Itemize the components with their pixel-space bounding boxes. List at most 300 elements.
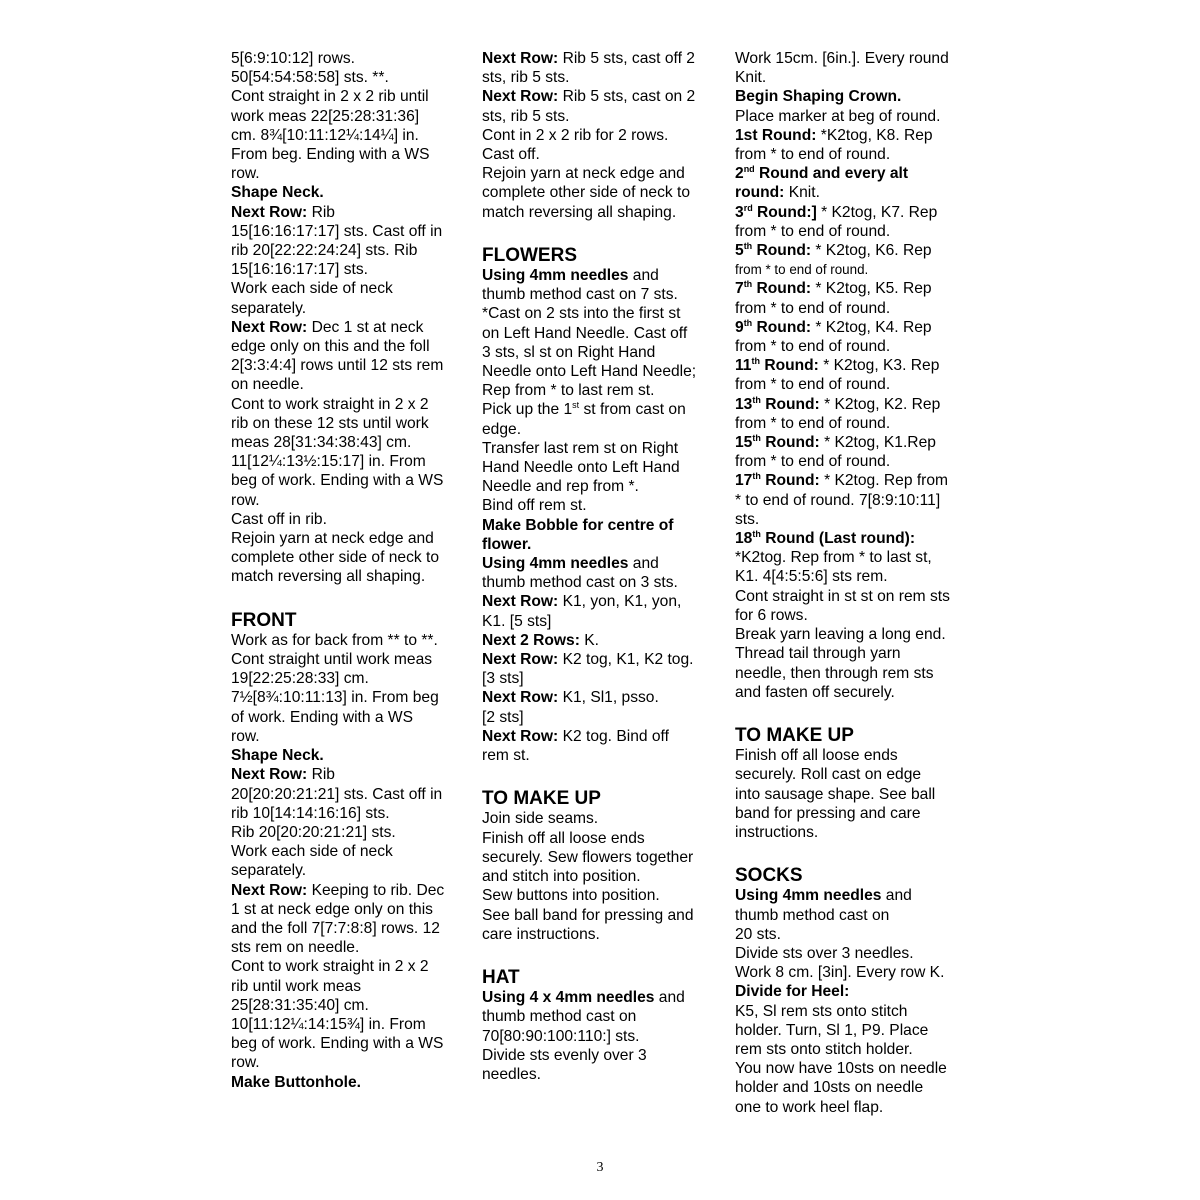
text-line — [231, 823, 467, 842]
bold-label: Using 4mm needles — [735, 887, 882, 905]
text-line — [231, 1015, 467, 1034]
body-text: Place marker at beg of round. — [735, 107, 941, 125]
body-text: 15[16:16:17:17] sts. — [231, 261, 368, 279]
bold-label: Round:] — [752, 203, 817, 221]
body-text: rib until work meas — [231, 977, 361, 995]
body-text: * K2tog, K4. Rep — [811, 318, 932, 336]
body-text: Rejoin yarn at neck edge and — [482, 165, 685, 183]
body-text: K2 tog. Bind off — [558, 727, 669, 745]
superscript: nd — [743, 164, 755, 175]
body-text: K. — [579, 631, 599, 649]
text-line — [231, 842, 467, 861]
body-text: 7½[8¾:10:11:13] in. From beg — [231, 689, 439, 707]
text-line — [735, 644, 971, 663]
body-text: separately. — [231, 862, 307, 880]
text-line — [482, 145, 718, 164]
text-line — [482, 809, 718, 828]
body-text: st from cast on — [579, 401, 686, 419]
text-line — [231, 900, 467, 919]
text-line — [482, 886, 718, 905]
text-column-3 — [735, 49, 971, 1117]
text-line — [735, 491, 971, 510]
bold-label: Round: — [759, 357, 819, 375]
bold-label: 17 — [735, 472, 753, 490]
text-line — [231, 957, 467, 976]
body-text: one to work heel flap. — [735, 1098, 884, 1116]
text-line — [231, 1034, 467, 1053]
body-text: * K2tog, K7. Rep — [816, 203, 938, 221]
body-text: and — [628, 555, 659, 573]
body-text: Cont straight in 2 x 2 rib until — [231, 88, 429, 106]
small-text: from * to end of round. — [735, 262, 869, 278]
text-line — [482, 164, 718, 183]
text-line — [482, 746, 718, 765]
bold-label: 18 — [735, 530, 753, 548]
body-text: Bind off rem st. — [482, 497, 587, 515]
body-text: band for pressing and care — [735, 804, 921, 822]
body-text: Cast off in rib. — [231, 510, 327, 528]
text-line — [231, 452, 467, 471]
text-line — [482, 554, 718, 573]
body-text: into sausage shape. See ball — [735, 785, 936, 803]
text-line — [231, 746, 467, 765]
text-line — [231, 241, 467, 260]
body-text: and stitch into position. — [482, 868, 641, 886]
bold-label: Round: — [752, 242, 812, 260]
text-line — [482, 848, 718, 867]
text-line — [735, 906, 971, 925]
text-line — [482, 107, 718, 126]
body-text: sts, rib 5 sts. — [482, 107, 570, 125]
text-line — [482, 1065, 718, 1084]
text-line — [735, 1059, 971, 1078]
body-text: of work. Ending with a WS — [231, 708, 414, 726]
text-line — [735, 433, 971, 452]
body-text: Cont in 2 x 2 rib for 2 rows. — [482, 126, 669, 144]
body-text: from * to end of round. — [735, 338, 891, 356]
bold-label: Make Buttonhole. — [231, 1073, 361, 1091]
body-text: [3 sts] — [482, 670, 524, 688]
bold-label: 7 — [735, 280, 744, 298]
text-line — [231, 804, 467, 823]
body-text: 15[16:16:17:17] sts. Cast off in — [231, 222, 443, 240]
body-text: * K2tog, K5. Rep — [811, 280, 932, 298]
text-line — [735, 414, 971, 433]
bold-label: Next Row: — [482, 727, 559, 745]
text-line — [482, 573, 718, 592]
body-text: Work 8 cm. [3in]. Every row K. — [735, 964, 945, 982]
body-text: separately. — [231, 299, 307, 317]
text-line — [482, 266, 718, 285]
text-line — [231, 669, 467, 688]
body-text: thumb method cast on — [482, 1008, 637, 1026]
bold-label: Next Row: — [231, 881, 308, 899]
body-text: 3 sts, sl st on Right Hand — [482, 343, 656, 361]
body-text: Work each side of neck — [231, 280, 393, 298]
body-text: Pick up the 1 — [482, 401, 573, 419]
text-line — [482, 988, 718, 1007]
superscript: th — [752, 471, 761, 482]
body-text: sts rem on needle. — [231, 939, 360, 957]
body-text: meas 28[31:34:38:43] cm. — [231, 434, 412, 452]
bold-label: Round: — [760, 472, 820, 490]
body-text: rib 10[14:14:16:16] sts. — [231, 804, 390, 822]
bold-label: Next 2 Rows: — [482, 631, 580, 649]
text-line — [231, 107, 467, 126]
body-text: Needle onto Left Hand Needle; — [482, 363, 697, 381]
section-heading: FLOWERS — [482, 245, 577, 267]
section-heading: TO MAKE UP — [482, 788, 601, 810]
body-text: from * to end of round. — [735, 453, 891, 471]
body-text: from * to end of round. — [735, 222, 891, 240]
body-text: complete other side of neck to — [482, 184, 691, 202]
text-line — [482, 592, 718, 611]
body-text: Break yarn leaving a long end. — [735, 626, 946, 644]
body-text: Finish off all loose ends — [735, 747, 898, 765]
body-text: *K2tog. Rep from * to last st, — [735, 549, 932, 567]
text-line — [482, 516, 718, 535]
text-line — [482, 535, 718, 554]
text-line — [482, 343, 718, 362]
superscript: th — [752, 433, 761, 444]
text-line — [482, 304, 718, 323]
text-line — [231, 471, 467, 490]
bold-label: Using 4mm needles — [482, 555, 629, 573]
text-line — [231, 414, 467, 433]
body-text: 10[11:12¼:14:15¾] in. From — [231, 1015, 426, 1033]
text-line — [735, 1098, 971, 1117]
text-line — [735, 567, 971, 586]
text-line — [735, 925, 971, 944]
text-line — [735, 203, 971, 222]
text-line — [735, 356, 971, 375]
body-text: 5[6:9:10:12] rows. — [231, 50, 355, 67]
body-text: rib on these 12 sts until work — [231, 414, 429, 432]
text-line — [482, 1007, 718, 1026]
text-line — [482, 925, 718, 944]
body-text: needles. — [482, 1065, 541, 1083]
superscript: th — [743, 279, 753, 290]
text-line — [231, 126, 467, 145]
text-line — [231, 785, 467, 804]
text-line — [482, 1027, 718, 1046]
text-line — [735, 1040, 971, 1059]
bold-label: Next Row: — [482, 689, 559, 707]
text-line — [735, 746, 971, 765]
body-text: needle, then through rem sts — [735, 664, 934, 682]
text-line — [735, 318, 971, 337]
body-text: Needle and rep from *. — [482, 478, 639, 496]
text-line — [735, 1021, 971, 1040]
text-line — [735, 664, 971, 683]
body-text: 50[54:54:58:58] sts. **. — [231, 69, 389, 87]
body-text: edge only on this and the foll — [231, 338, 430, 356]
body-text: match reversing all shaping. — [231, 568, 426, 586]
text-line — [231, 145, 467, 164]
superscript: st — [572, 400, 580, 411]
body-text: K1. [5 sts] — [482, 612, 552, 630]
text-line — [735, 886, 971, 905]
body-text: Rib 5 sts, cast off 2 — [558, 50, 695, 67]
bold-label: Next Row: — [231, 318, 308, 336]
body-text: Work as for back from ** to **. — [231, 631, 438, 649]
text-line — [231, 1053, 467, 1072]
text-line — [735, 107, 971, 126]
body-text: Cont straight until work meas — [231, 651, 433, 669]
bold-label: 2 — [735, 165, 744, 183]
text-line — [231, 279, 467, 298]
text-line — [231, 631, 467, 650]
body-text: from * to end of round. — [735, 376, 891, 394]
text-line — [482, 126, 718, 145]
text-line — [231, 510, 467, 529]
section-heading: TO MAKE UP — [735, 725, 854, 747]
bold-label: 5 — [735, 242, 744, 260]
text-line — [482, 727, 718, 746]
text-line — [231, 68, 467, 87]
text-line — [735, 279, 971, 298]
text-line — [735, 337, 971, 356]
bold-label: flower. — [482, 535, 532, 553]
text-line — [735, 375, 971, 394]
body-text: thumb method cast on — [735, 906, 890, 924]
bold-label: 11 — [735, 357, 752, 375]
body-text: beg of work. Ending with a WS — [231, 472, 444, 490]
body-text: Hand Needle onto Left Hand — [482, 459, 680, 477]
text-line — [735, 529, 971, 548]
text-line — [735, 222, 971, 241]
text-line — [735, 145, 971, 164]
body-text: rem sts onto stitch holder. — [735, 1040, 913, 1058]
text-line — [482, 708, 718, 727]
text-line — [482, 612, 718, 631]
body-text: and the foll 7[7:7:8:8] rows. 12 — [231, 919, 440, 937]
superscript: th — [752, 529, 761, 540]
superscript: rd — [743, 202, 753, 213]
text-line — [231, 164, 467, 183]
bold-label: Shape Neck. — [231, 747, 324, 765]
bold-label: Begin Shaping Crown. — [735, 88, 902, 106]
section-heading: HAT — [482, 967, 520, 989]
text-line — [735, 87, 971, 106]
bold-label: Round: — [760, 434, 820, 452]
body-text: 1 st at neck edge only on this — [231, 900, 433, 918]
text-line — [482, 68, 718, 87]
text-line — [231, 49, 467, 68]
body-text: K1, yon, K1, yon, — [558, 593, 682, 611]
superscript: th — [743, 241, 753, 252]
body-text: securely. Roll cast on edge — [735, 766, 922, 784]
body-text: From beg. Ending with a WS — [231, 146, 430, 164]
text-line — [231, 977, 467, 996]
text-line — [735, 49, 971, 68]
text-line — [231, 260, 467, 279]
text-line — [231, 919, 467, 938]
text-line — [735, 299, 971, 318]
body-text: thumb method cast on 3 sts. — [482, 574, 678, 592]
text-line — [735, 510, 971, 529]
body-text: Rib 20[20:20:21:21] sts. — [231, 823, 396, 841]
body-text: Finish off all loose ends — [482, 829, 645, 847]
text-line — [231, 548, 467, 567]
text-line — [482, 324, 718, 343]
text-line — [482, 183, 718, 202]
bold-label: 9 — [735, 318, 744, 336]
text-line — [482, 631, 718, 650]
body-text: Knit. — [735, 69, 767, 87]
text-column-2 — [482, 49, 718, 1084]
body-text: See ball band for pressing and — [482, 906, 694, 924]
text-line — [482, 458, 718, 477]
text-line — [231, 491, 467, 510]
spacer — [482, 765, 718, 784]
text-line — [482, 669, 718, 688]
text-line — [735, 606, 971, 625]
text-line — [735, 823, 971, 842]
text-line — [735, 183, 971, 202]
page-number: 3 — [596, 1160, 604, 1175]
bold-label: 13 — [735, 395, 753, 413]
bold-label: Next Row: — [482, 88, 559, 106]
body-text: on needle. — [231, 376, 304, 394]
text-line — [231, 356, 467, 375]
body-text: work meas 22[25:28:31:36] — [231, 107, 420, 125]
text-line — [482, 285, 718, 304]
text-line — [735, 683, 971, 702]
body-text: 20[20:20:21:21] sts. Cast off in — [231, 785, 443, 803]
body-text: holder and 10sts on needle — [735, 1079, 924, 1097]
text-line — [735, 452, 971, 471]
bold-label: Round (Last round): — [760, 530, 916, 548]
body-text: and — [628, 267, 659, 285]
text-line — [482, 496, 718, 515]
spacer — [482, 222, 718, 241]
superscript: th — [752, 394, 761, 405]
body-text: and fasten off securely. — [735, 683, 895, 701]
body-text: securely. Sew flowers together — [482, 848, 694, 866]
bold-label: Round: — [760, 395, 820, 413]
bold-label: 3 — [735, 203, 744, 221]
body-text: on Left Hand Needle. Cast off — [482, 324, 688, 342]
section-heading: FRONT — [231, 609, 297, 631]
text-line — [231, 567, 467, 586]
body-text: K5, Sl rem sts onto stitch — [735, 1002, 908, 1020]
body-text: row. — [231, 165, 260, 183]
body-text: * K2tog, K6. Rep — [811, 242, 932, 260]
text-line — [735, 241, 971, 260]
bold-label: 15 — [735, 434, 753, 452]
text-line — [482, 439, 718, 458]
text-line — [482, 906, 718, 925]
body-text: beg of work. Ending with a WS — [231, 1035, 444, 1053]
text-line — [482, 420, 718, 439]
body-text: Sew buttons into position. — [482, 887, 660, 905]
body-text: edge. — [482, 420, 522, 438]
text-line — [231, 765, 467, 784]
body-text: cm. 8¾[10:11:12¼:14¼] in. — [231, 126, 419, 144]
body-text: You now have 10sts on needle — [735, 1060, 947, 1078]
text-line — [231, 708, 467, 727]
body-text: [2 sts] — [482, 708, 524, 726]
superscript: th — [751, 356, 760, 367]
bold-label: Shape Neck. — [231, 184, 324, 202]
body-text: thumb method cast on 7 sts. — [482, 286, 678, 304]
bold-label: Round: — [752, 318, 812, 336]
text-line — [735, 395, 971, 414]
body-text: sts, rib 5 sts. — [482, 69, 570, 87]
text-line — [482, 477, 718, 496]
text-column-1 — [231, 49, 467, 1092]
body-text: from * to end of round. — [735, 146, 891, 164]
body-text: 2[3:3:4:4] rows until 12 sts rem — [231, 357, 444, 375]
body-text: K2 tog, K1, K2 tog. — [558, 651, 694, 669]
bold-label: Next Row: — [482, 50, 559, 67]
text-line — [735, 982, 971, 1001]
body-text: Cont straight in st st on rem sts — [735, 587, 950, 605]
body-text: complete other side of neck to — [231, 549, 440, 567]
body-text: instructions. — [735, 823, 819, 841]
body-text: 19[22:25:28:33] cm. — [231, 670, 369, 688]
text-line — [482, 829, 718, 848]
body-text: Rep from * to last rem st. — [482, 382, 655, 400]
body-text: sts. — [735, 510, 760, 528]
body-text: from * to end of round. — [735, 299, 891, 317]
text-line — [735, 164, 971, 183]
body-text: Cont to work straight in 2 x 2 — [231, 395, 429, 413]
body-text: Rib — [307, 766, 335, 784]
text-line — [482, 400, 718, 419]
body-text: 20 sts. — [735, 925, 781, 943]
body-text: row. — [231, 1054, 260, 1072]
bold-label: Make Bobble for centre of — [482, 516, 674, 534]
body-text: holder. Turn, Sl 1, P9. Place — [735, 1021, 929, 1039]
body-text: Rib — [307, 203, 335, 221]
body-text: rib 20[22:22:24:24] sts. Rib — [231, 242, 418, 260]
body-text: Rejoin yarn at neck edge and — [231, 530, 434, 548]
text-line — [735, 548, 971, 567]
body-text: *K2tog, K8. Rep — [816, 126, 933, 144]
body-text: match reversing all shaping. — [482, 203, 677, 221]
body-text: 11[12¼:13½:15:17] in. From — [231, 453, 426, 471]
text-line — [735, 471, 971, 490]
text-line — [231, 861, 467, 880]
bold-label: 1st Round: — [735, 126, 817, 144]
body-text: Rib 5 sts, cast on 2 — [558, 88, 696, 106]
body-text: Thread tail through yarn — [735, 645, 901, 663]
text-line — [231, 938, 467, 957]
text-line — [735, 68, 971, 87]
text-line — [735, 1002, 971, 1021]
body-text: Transfer last rem st on Right — [482, 439, 679, 457]
body-text: K1, Sl1, psso. — [558, 689, 659, 707]
bold-label: Round and every alt — [754, 165, 909, 183]
text-line — [735, 765, 971, 784]
body-text: * to end of round. 7[8:9:10:11] — [735, 491, 941, 509]
bold-label: Next Row: — [482, 593, 559, 611]
text-line — [231, 727, 467, 746]
body-text: row. — [231, 491, 260, 509]
body-text: * K2tog. Rep from — [819, 472, 949, 490]
body-text: Knit. — [784, 184, 820, 202]
text-line — [482, 49, 718, 68]
section-heading: SOCKS — [735, 865, 803, 887]
text-line — [231, 395, 467, 414]
bold-label: round: — [735, 184, 785, 202]
body-text: and — [881, 887, 912, 905]
body-text: Dec 1 st at neck — [307, 318, 424, 336]
text-line — [735, 260, 971, 279]
spacer — [231, 587, 467, 606]
